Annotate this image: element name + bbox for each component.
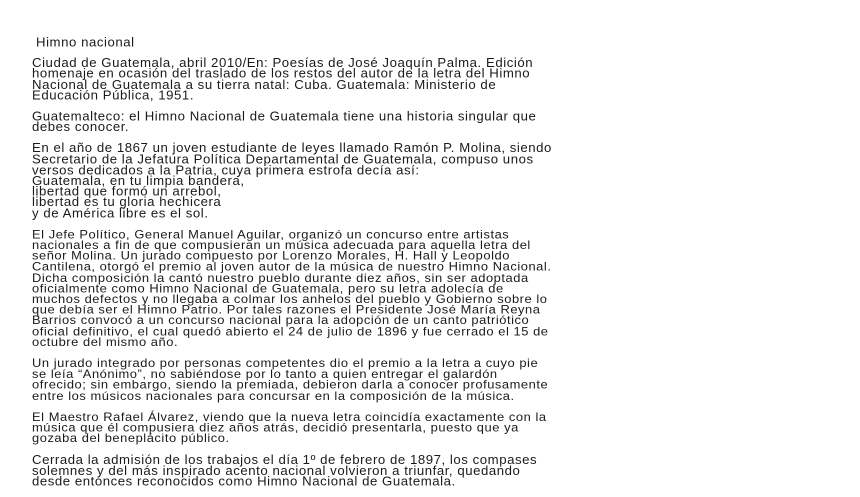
paragraph-origin [32,141,832,221]
text-line: homenaje en ocasión del traslado de los restos del autor de la letra del Himno [32,66,531,81]
text-line: Secretario de la Jefatura Política Departamental de Guatemala, compuso unos [32,151,534,167]
text-line: entre los músicos nacionales para concursar en la composición de la música. [32,388,515,403]
text-line: En el año de 1867 un joven estudiante de leyes llamado Ramón P. Molina, siendo [32,141,552,156]
text-line: desde entonces reconocidos como Himno Nacional de Guatemala. [32,473,456,489]
text-line: que debía ser el Himno Patrio. Por tales razones el Presidente José María Reyna [32,302,541,317]
text-line: Un jurado integrado por personas competentes dio el premio a la letra a cuyo pie [32,355,539,371]
paragraph-jury [32,355,832,403]
text-line: oficial definitivo, el cual quedó abierto el 24 de julio de 1896 y fue cerrado el 15 de [32,323,549,339]
text-line: se leía “Anónimo”, no sabiéndose por lo tanto a quien entregar el galardón [32,366,498,381]
text-line: El Maestro Rafael Álvarez, viendo que la nueva letra coincidía exactamente con la [32,409,547,424]
paragraph-alvarez [32,409,832,446]
text-line: Barrios convocó a un concurso nacional para la adopción de un canto patriótico [32,312,530,328]
document-title: Himno nacional [36,35,135,50]
verse-line: Guatemala, en tu limpia bandera, [32,173,245,188]
text-line: El Jefe Político, General Manuel Aguilar, organizó un concurso entre artistas [32,226,510,242]
text-line: oficialmente como Himno Nacional de Guatemala, pero su letra adolecía de [32,280,504,296]
text-line: debes conocer. [32,119,130,135]
text-line: solemnes y del más inspirado acento nacional volvieron a triunfar, quedando [32,462,521,478]
paragraph-contest [32,226,832,349]
text-line: gozaba del beneplácito público. [32,430,230,446]
text-line: octubre del mismo año. [32,334,179,349]
text-line: versos dedicados a la Patria, cuya primera estrofa decía así: [32,162,420,177]
paragraph-closing [32,452,832,489]
text-line: Ciudad de Guatemala, abril 2010/En: Poesías de José Joaquín Palma. Edición [32,55,534,70]
text-line: Educación Pública, 1951. [32,87,195,103]
text-line: Cantilena, otorgó el premio al joven autor de la música de nuestro Himno Nacional. [32,259,552,274]
document-body [32,37,832,497]
verse-line: y de América libre es el sol. [32,205,209,221]
text-line: Nacional de Guatemala a su tierra natal: Cuba. Guatemala: Ministerio de [32,76,497,92]
text-line: Cerrada la admisión de los trabajos el día 1º de febrero de 1897, los compases [32,452,538,467]
text-line: Dicha composición la cantó nuestro pueblo durante diez años, sin ser adoptada [32,269,529,285]
text-line: nacionales a fin de que compusieran un música adecuada para aquella letra del [32,237,531,253]
text-line: Guatemalteco: el Himno Nacional de Guatemala tiene una historia singular que [32,109,537,124]
text-line: señor Molina. Un jurado compuesto por Lorenzo Morales, H. Hall y Leopoldo [32,248,510,263]
verse-line: libertad es tu gloria hechicera [32,194,222,210]
text-line: muchos defectos y no llegaba a colmar los anhelos del pueblo y Gobierno sobre lo [32,291,548,306]
paragraph-citation [32,55,832,103]
text-line: ofrecido; sin embargo, siendo la premiada, debieron darla a conocer profusamente [32,377,549,392]
verse-line: libertad que formó un arrebol, [32,184,222,199]
paragraph-intro [32,111,832,133]
text-line: música que él compusiera diez años atrás, decidió presentarla, puesto que ya [32,420,519,435]
